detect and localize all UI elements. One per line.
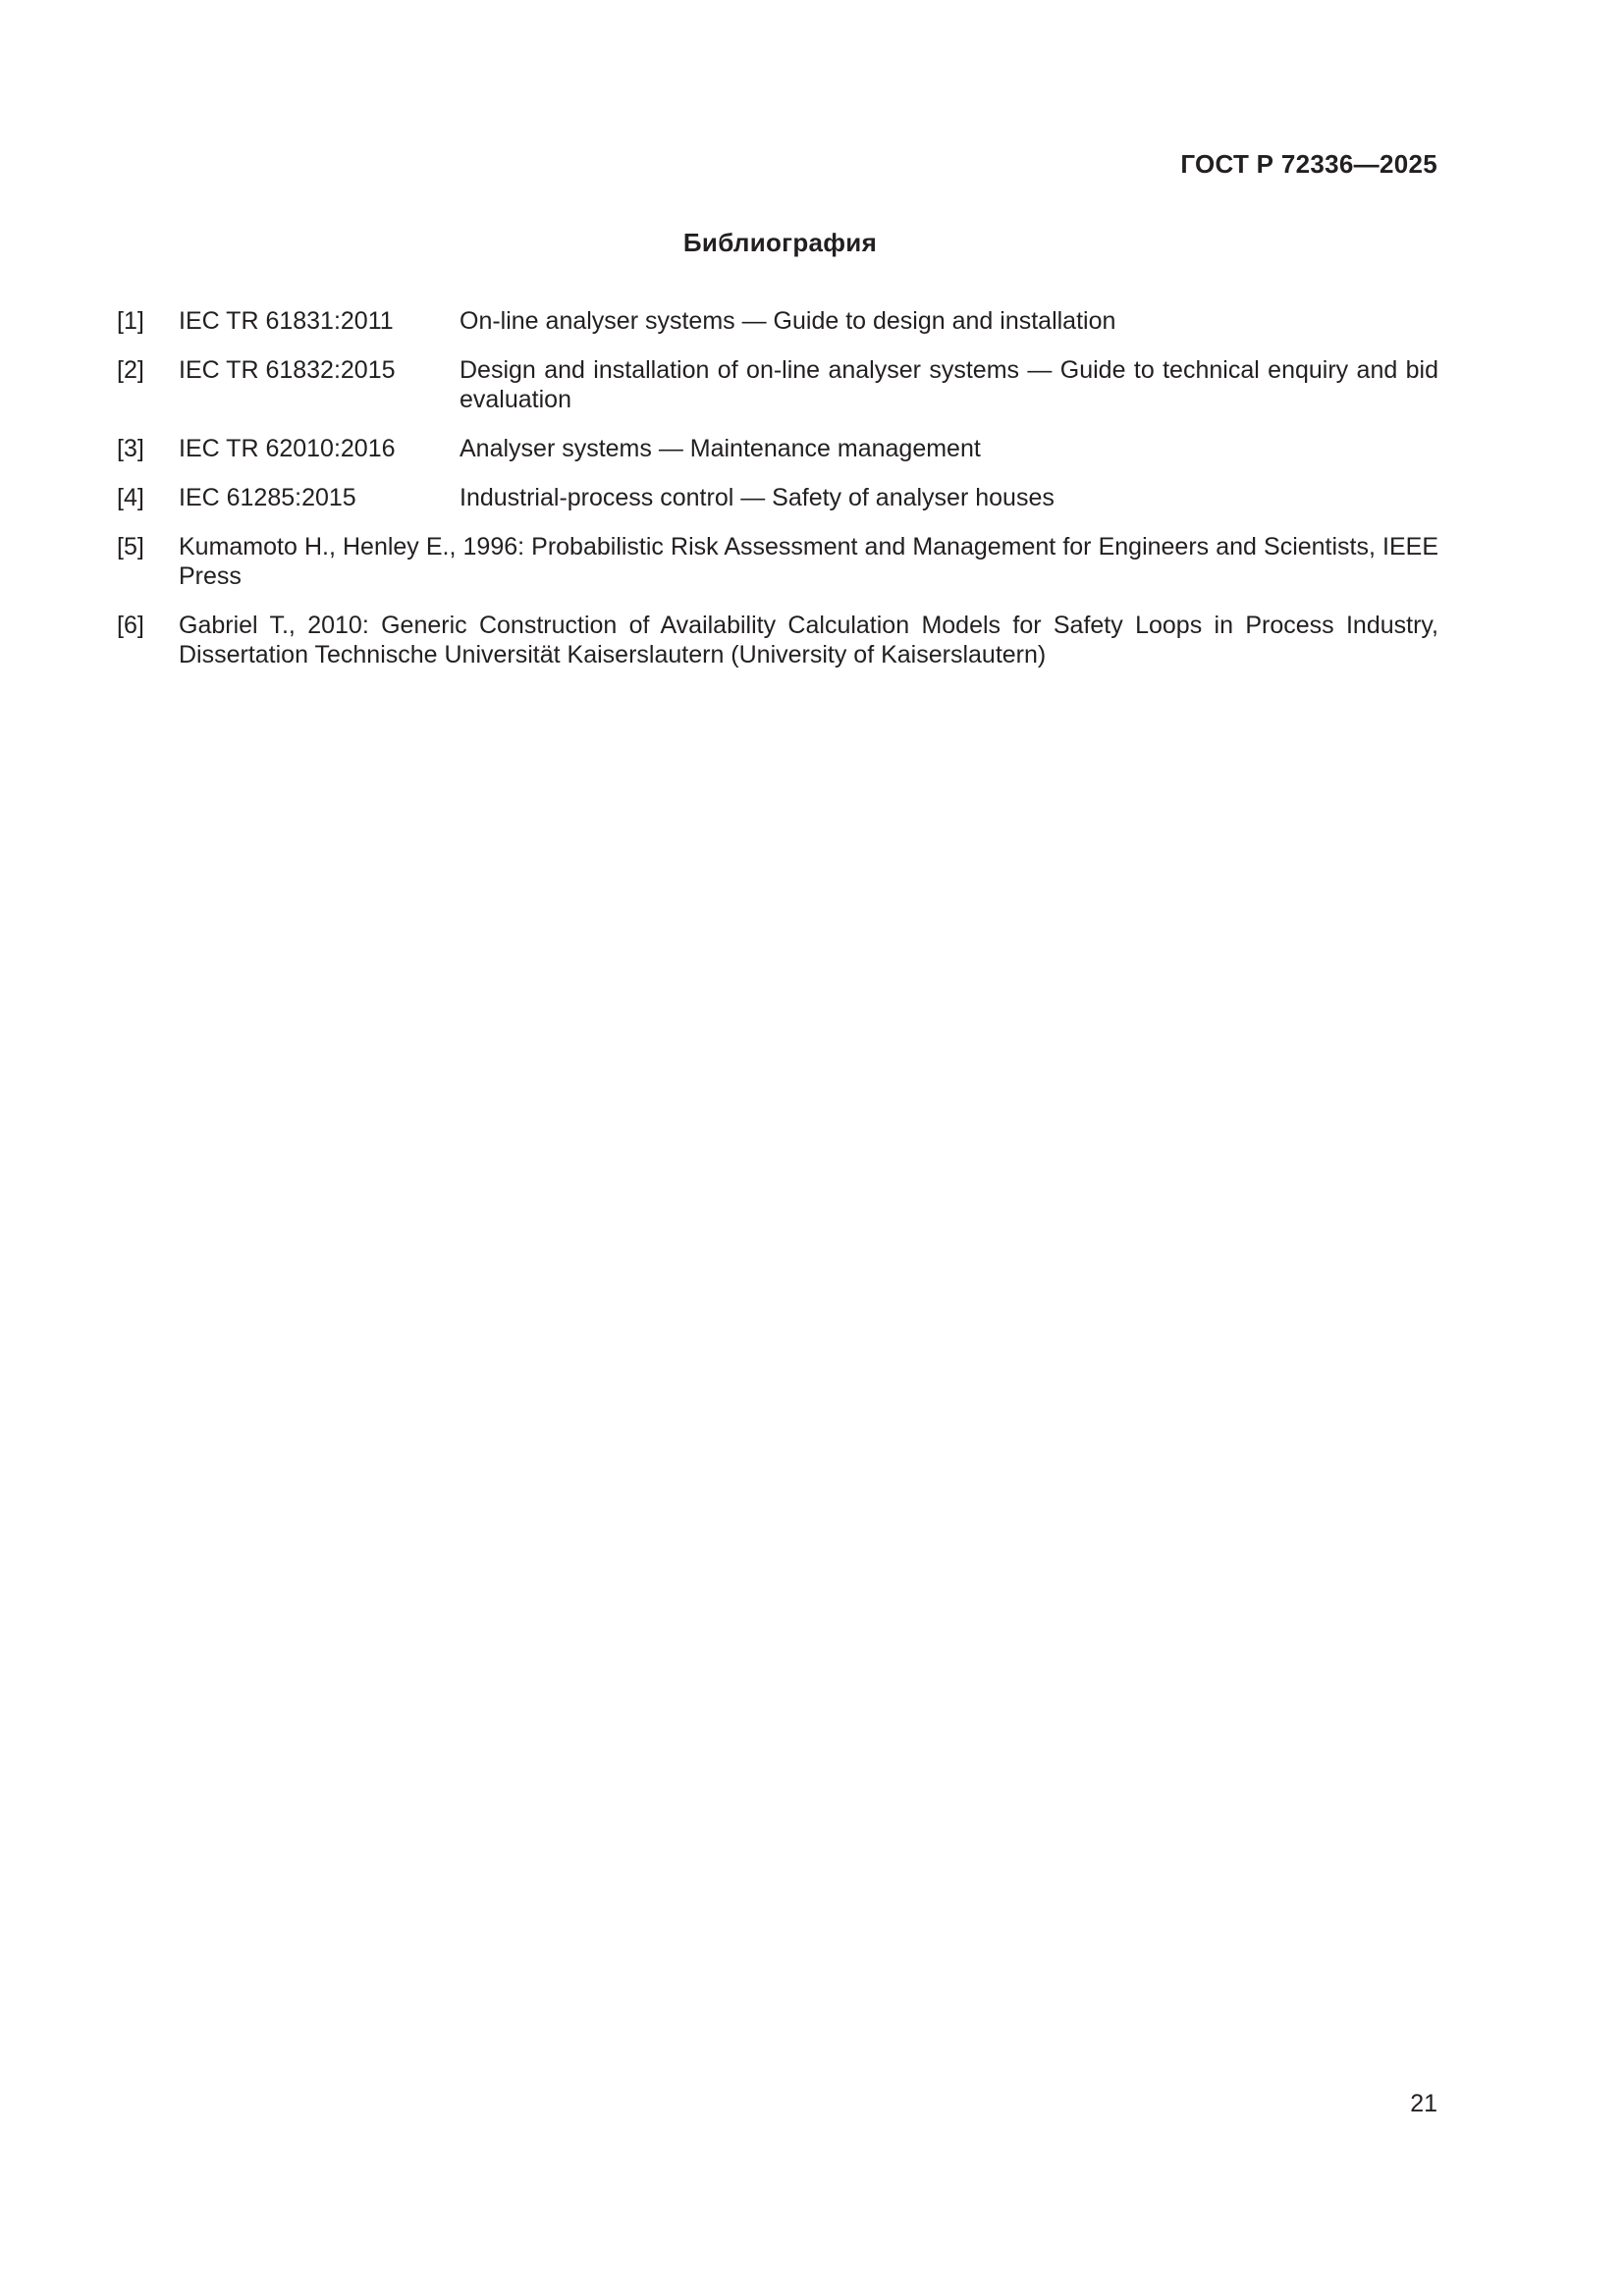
entry-number: [4] <box>117 484 144 511</box>
entry-title: Analyser systems — Maintenance management <box>460 435 981 462</box>
bibliography-list <box>117 306 1438 689</box>
entry-number: [5] <box>117 533 144 561</box>
entry-standard-code: IEC TR 62010:2016 <box>179 435 396 462</box>
entry-title: Industrial-process control — Safety of analyser houses <box>460 484 1055 511</box>
entry-standard-code: IEC TR 61831:2011 <box>179 307 394 335</box>
bibliography-entry <box>117 434 1438 463</box>
bibliography-entry <box>117 355 1438 414</box>
entry-title: On-line analyser systems — Guide to design and installation <box>460 307 1116 335</box>
entry-number: [6] <box>117 612 144 639</box>
entry-number: [2] <box>117 356 144 384</box>
page-number: 21 <box>1410 2090 1437 2117</box>
bibliography-entry <box>117 611 1438 669</box>
bibliography-entry <box>117 483 1438 512</box>
entry-standard-code: IEC 61285:2015 <box>179 484 356 511</box>
entry-title: Design and installation of on-line analyser systems — Guide to technical enquiry and bid evaluation <box>460 356 1438 413</box>
entry-citation: Gabriel T., 2010: Generic Construction of Availability Calculation Models for Safety Loops in Process Industry, Dissertation Technische Universität Kaiserslautern (University of Kaiserslautern) <box>179 612 1438 668</box>
document-code: ГОСТ Р 72336—2025 <box>1180 149 1437 179</box>
entry-citation: Kumamoto H., Henley E., 1996: Probabilistic Risk Assessment and Management for Engineers and Scientists, IEEE Press <box>179 533 1438 590</box>
entry-number: [3] <box>117 435 144 462</box>
entry-number: [1] <box>117 307 144 335</box>
bibliography-entry <box>117 306 1438 336</box>
section-title: Библиография <box>682 228 878 257</box>
bibliography-entry <box>117 532 1438 591</box>
entry-standard-code: IEC TR 61832:2015 <box>179 356 396 384</box>
